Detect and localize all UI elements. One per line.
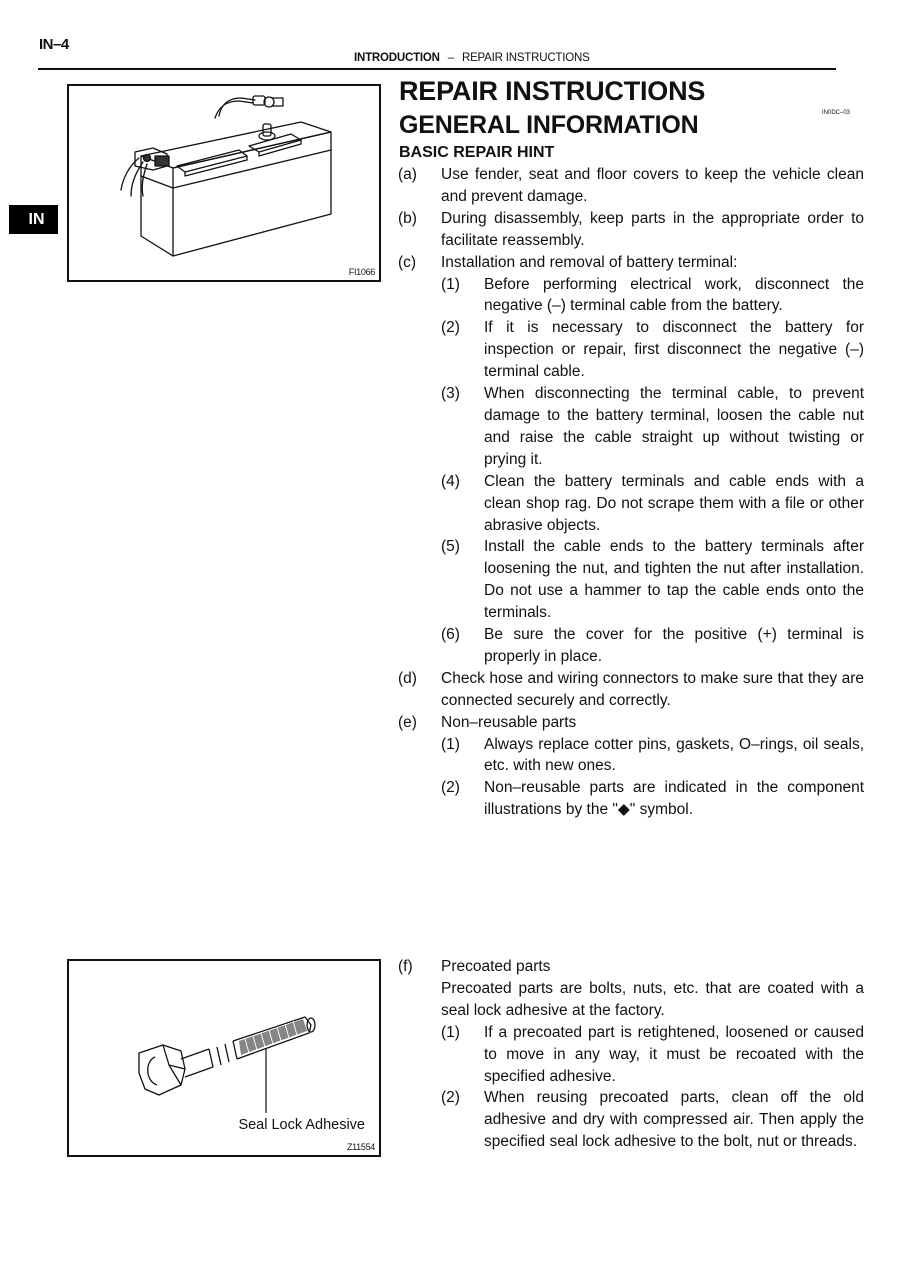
sub-item-marker: (6) [441, 626, 460, 644]
sub-list-item [398, 624, 864, 668]
item-marker: (f) [398, 958, 413, 975]
sub-item-marker: (2) [441, 779, 460, 797]
header-section: INTRODUCTION [354, 52, 440, 64]
sub-item-text: When disconnecting the terminal cable, to prevent damage to the battery terminal, loosen the cable nut and raise the cable straight up without twisting or prying it. [484, 385, 864, 468]
sub-list-item [398, 777, 864, 821]
header-rule [38, 68, 836, 70]
sub-list-item [398, 1087, 864, 1153]
list-item [398, 164, 864, 208]
item-text: Precoated parts [441, 958, 551, 975]
list-item [398, 208, 864, 252]
sub-item-text: Before performing electrical work, disconnect the negative (–) terminal cable from the battery. [484, 275, 864, 315]
sub-item-marker: (1) [441, 1023, 460, 1041]
header-separator: – [447, 52, 454, 64]
sub-list-item [398, 383, 864, 471]
section-title: GENERAL INFORMATION [399, 111, 699, 139]
item-text: Use fender, seat and floor covers to keep the vehicle clean and prevent damage. [441, 166, 864, 205]
document-code: IN0DC–03 [822, 110, 851, 116]
list-item [398, 668, 864, 712]
sub-item-text: If a precoated part is retightened, loosened or caused to move in any way, it must be recoated with the specified adhesive. [484, 1023, 864, 1085]
sub-list-item [398, 274, 864, 318]
item-marker: (c) [398, 253, 417, 271]
header-subsection: REPAIR INSTRUCTIONS [461, 52, 590, 64]
item-text: During disassembly, keep parts in the appropriate order to facilitate reassembly. [441, 209, 864, 249]
sub-list-item [398, 317, 864, 383]
battery-figure [67, 84, 381, 282]
sub-item-text: Non–reusable parts are indicated in the component illustrations by the "◆" symbol. [484, 779, 864, 819]
item-marker: (e) [398, 713, 417, 731]
battery-illustration-icon [69, 86, 379, 280]
item-marker: (d) [398, 669, 417, 687]
section-tab: IN [9, 205, 58, 234]
list-item [398, 252, 864, 274]
sub-item-text: Clean the battery terminals and cable ends with a clean shop rag. Do not scrape them with a file or other abrasive objects. [484, 472, 864, 534]
sub-list-item [398, 471, 864, 537]
list-item [398, 712, 864, 734]
page-number: IN–4 [39, 36, 69, 53]
bolt-figure [67, 959, 381, 1157]
item-marker: (a) [398, 166, 417, 183]
list-item [398, 956, 864, 978]
running-header [354, 52, 590, 64]
subsection-title: BASIC REPAIR HINT [399, 144, 555, 161]
sub-item-text: Be sure the cover for the positive (+) terminal is properly in place. [484, 626, 864, 665]
sub-list-item [398, 1022, 864, 1088]
sub-item-marker: (2) [441, 1089, 460, 1107]
precoated-parts-list [398, 956, 864, 1153]
seal-lock-adhesive-label: Seal Lock Adhesive [238, 1117, 365, 1133]
sub-item-text: Always replace cotter pins, gaskets, O–rings, oil seals, etc. with new ones. [484, 735, 864, 775]
item-text: Non–reusable parts [441, 713, 577, 731]
item-paragraph: Precoated parts are bolts, nuts, etc. that are coated with a seal lock adhesive at the factory. [441, 979, 864, 1019]
sub-list-item [398, 734, 864, 778]
page-title: REPAIR INSTRUCTIONS [399, 76, 706, 106]
figure-code: FI1066 [348, 267, 375, 277]
item-marker: (b) [398, 209, 417, 227]
sub-list-item [398, 536, 864, 624]
sub-item-marker: (5) [441, 538, 460, 556]
sub-item-marker: (1) [441, 275, 460, 293]
item-text: Installation and removal of battery terminal: [441, 253, 738, 271]
item-text: Check hose and wiring connectors to make sure that they are connected securely and correctly. [441, 669, 864, 709]
sub-item-marker: (4) [441, 472, 460, 490]
sub-item-text: Install the cable ends to the battery terminals after loosening the nut, and tighten the nut after installation. Do not use a hammer to tap the cable ends onto the terminals. [484, 538, 864, 622]
sub-item-text: If it is necessary to disconnect the battery for inspection or repair, first disconnect the negative (–) terminal cable. [484, 319, 864, 381]
sub-item-marker: (1) [441, 735, 460, 753]
sub-item-marker: (2) [441, 319, 460, 337]
repair-hint-list [398, 164, 864, 821]
figure-code: Z11554 [346, 1142, 375, 1152]
sub-item-marker: (3) [441, 385, 460, 403]
sub-item-text: When reusing precoated parts, clean off the old adhesive and dry with compressed air. Then apply the specified seal lock adhesive to the bolt, nut or threads. [484, 1089, 864, 1151]
